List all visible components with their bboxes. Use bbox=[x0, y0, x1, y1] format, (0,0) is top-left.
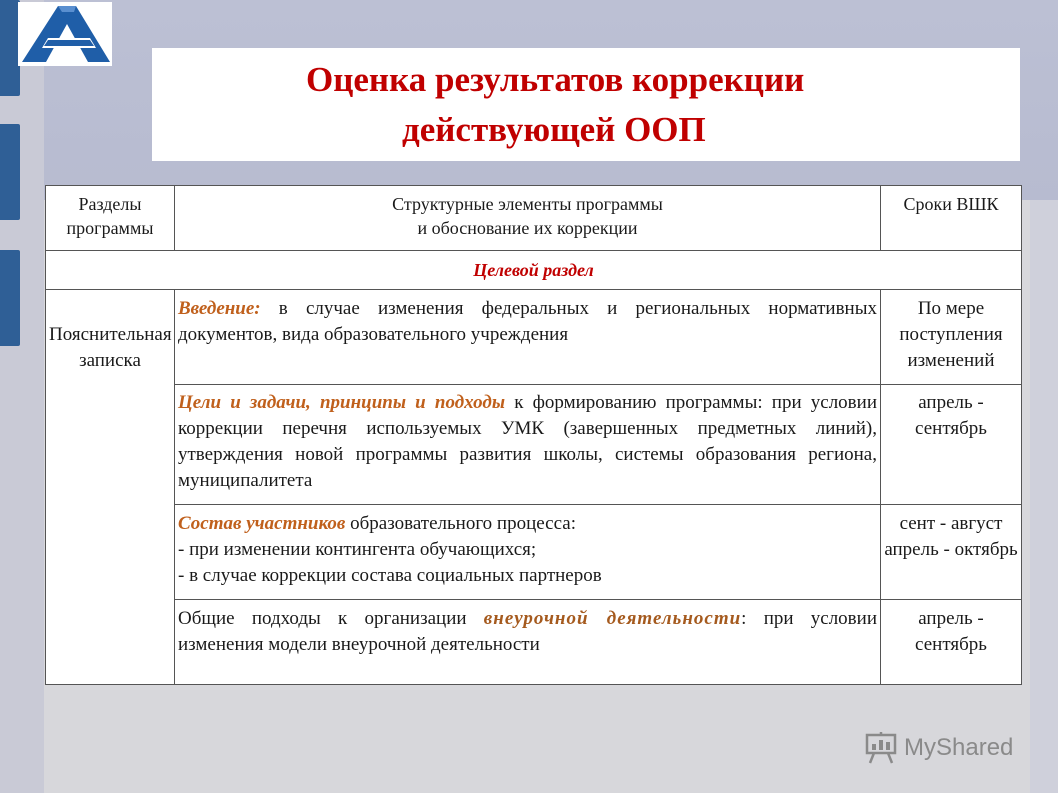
watermark bbox=[864, 730, 1013, 766]
row-participants-highlight: Состав участников bbox=[178, 513, 346, 534]
row-goals-highlight: Цели и задачи, принципы и подходы bbox=[178, 392, 506, 413]
watermark-text: MyShared bbox=[904, 734, 1014, 761]
header-elements-line1: Структурные элементы программы bbox=[392, 194, 663, 214]
row-extracurricular-before: Общие подходы к организации bbox=[178, 608, 484, 629]
row-goals-text bbox=[175, 385, 881, 505]
row-intro-term: По мере поступления изменений bbox=[881, 290, 1022, 385]
row-participants-term2: апрель - октябрь bbox=[884, 539, 1018, 560]
row-extracurricular-highlight: внеурочной деятельности bbox=[483, 608, 742, 629]
slide-left-strip bbox=[0, 0, 44, 793]
row-participants-text bbox=[175, 505, 881, 600]
row-intro-body: в случае изменения федеральных и региональных нормативных документов, вида образовательного учреждения bbox=[178, 298, 877, 345]
oop-correction-table bbox=[45, 185, 1022, 685]
logo bbox=[18, 2, 112, 66]
row-participants-line3: - в случае коррекции состава социальных партнеров bbox=[178, 565, 602, 586]
row-participants-term1: сент - август bbox=[899, 513, 1003, 534]
presentation-board-icon bbox=[864, 731, 898, 765]
section-title: Целевой раздел bbox=[46, 251, 1022, 290]
table-row bbox=[46, 290, 1022, 385]
table-header-row bbox=[46, 186, 1022, 251]
blue-side-tab bbox=[0, 124, 20, 220]
blue-side-tab bbox=[0, 0, 20, 96]
table-row bbox=[46, 505, 1022, 600]
header-elements-line2: и обоснование их коррекции bbox=[417, 218, 638, 238]
header-elements bbox=[175, 186, 881, 251]
blue-side-tab bbox=[0, 250, 20, 346]
row-participants-line2: - при изменении контингента обучающихся; bbox=[178, 539, 537, 560]
row-participants-body: образовательного процесса: bbox=[345, 513, 576, 534]
page-title-line1: Оценка результатов коррекции bbox=[306, 60, 805, 99]
slide-right-strip bbox=[1030, 200, 1058, 793]
row-goals-term: апрель - сентябрь bbox=[881, 385, 1022, 505]
table-row bbox=[46, 600, 1022, 685]
title-panel bbox=[152, 48, 1020, 161]
header-terms: Сроки ВШК bbox=[881, 186, 1022, 251]
row-extracurricular-after: : при условии изменения модели внеурочной деятельности bbox=[178, 608, 877, 655]
row-extracurricular-term: апрель - сентябрь bbox=[881, 600, 1022, 685]
row-intro-highlight: Введение: bbox=[178, 298, 261, 319]
logo-a-icon bbox=[18, 2, 112, 66]
row-participants-term bbox=[881, 505, 1022, 600]
table-row bbox=[46, 385, 1022, 505]
row-goals-body: к формированию программы: при условии коррекции перечня используемых УМК (завершенных предметных линий), утверждения новой программы развития школы, системы образования региона, муниципалитета bbox=[178, 392, 877, 491]
section-name: Пояснительная записка bbox=[46, 290, 175, 685]
row-extracurricular-text bbox=[175, 600, 881, 685]
header-sections: Разделы программы bbox=[46, 186, 175, 251]
row-intro-text bbox=[175, 290, 881, 385]
row-participants-line1 bbox=[178, 511, 877, 537]
page-title-line2: действующей ООП bbox=[402, 110, 706, 149]
section-row bbox=[46, 251, 1022, 290]
